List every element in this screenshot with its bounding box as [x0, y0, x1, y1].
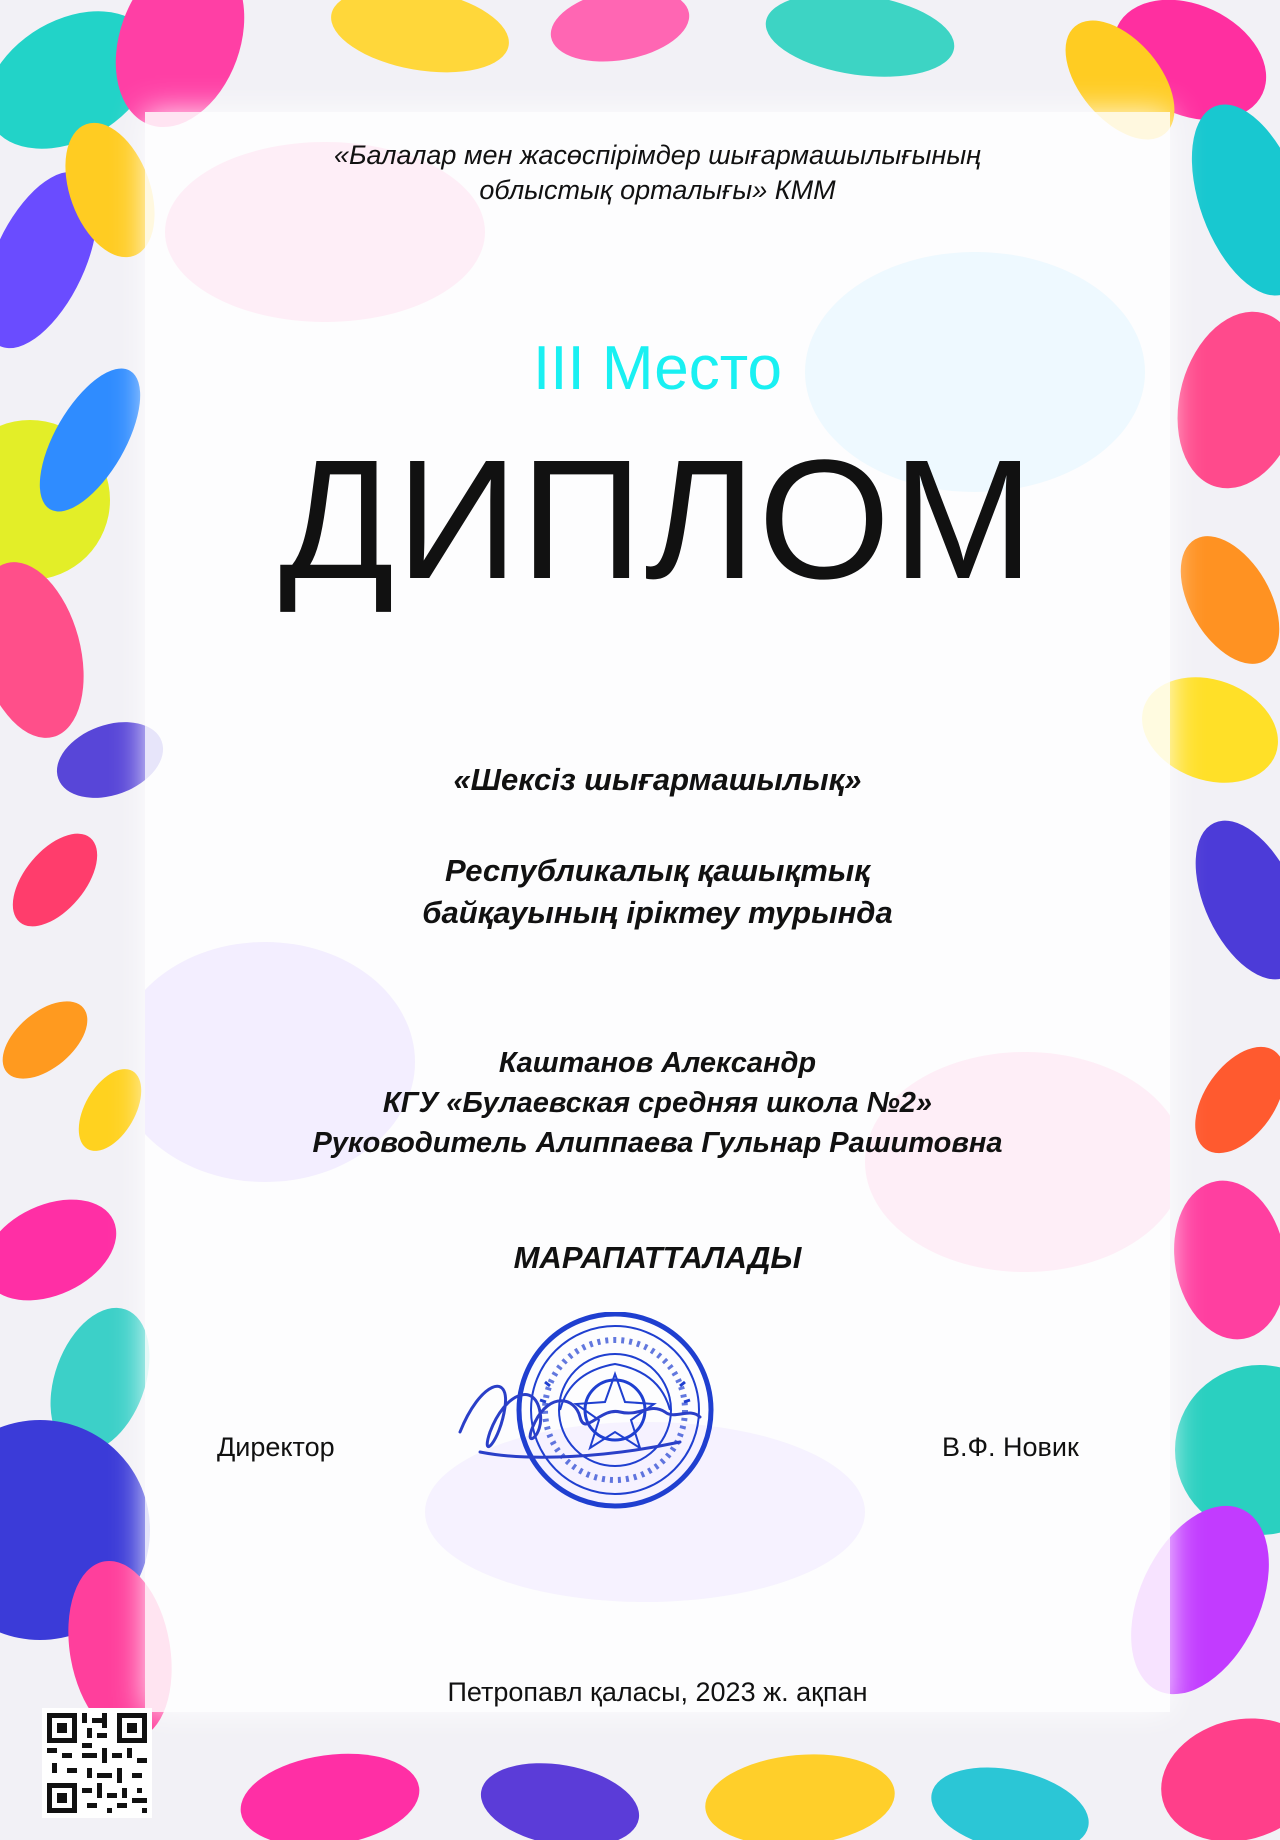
organization-name	[145, 138, 1170, 208]
contest-stage	[145, 850, 1170, 934]
diploma-title: ДИПЛОМ	[279, 425, 1036, 615]
qr-code-icon[interactable]	[42, 1708, 152, 1818]
winner-name: Каштанов Александр	[498, 1047, 817, 1079]
winner-school: КГУ «Булаевская средняя школа №2»	[382, 1087, 933, 1119]
city-and-date: Петропавл қаласы, 2023 ж. ақпан	[447, 1677, 868, 1707]
contest-stage-line-1: Республикалық қашықтық	[445, 853, 870, 888]
place-label: III Место	[533, 334, 782, 403]
organization-line-2: облыстық орталығы» КММ	[479, 175, 836, 205]
signatory-role: Директор	[217, 1432, 335, 1462]
organization-line-1: «Балалар мен жасөспірімдер шығармашылығының	[333, 140, 982, 170]
winner-block	[145, 1043, 1170, 1163]
award-statement: МАРАПАТТАЛАДЫ	[513, 1240, 802, 1275]
director-name: В.Ф. Новик	[942, 1432, 1079, 1462]
contest-stage-line-2: байқауының іріктеу турында	[422, 895, 893, 930]
contest-name: «Шексіз шығармашылық»	[453, 762, 862, 797]
seal-and-signature	[450, 1312, 780, 1512]
winner-supervisor: Руководитель Алиппаева Гульнар Рашитовна	[312, 1127, 1003, 1159]
